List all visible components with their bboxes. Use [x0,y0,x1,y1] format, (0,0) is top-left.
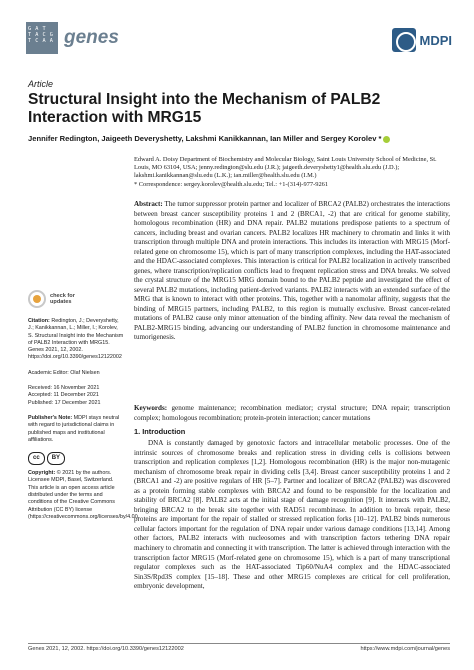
dna-logo-icon [26,22,58,54]
author-list [28,134,458,144]
publisher-logo[interactable] [392,28,453,52]
authors-text: Jennifer Redington, Jaigeeth Deveryshetty, Lakshmi Kanikkannan, Ian Miller and Sergey Korolev * [28,134,382,143]
footer-journal-link[interactable]: https://www.mdpi.com/journal/genes [360,646,450,652]
updates-line: updates [50,299,72,305]
sidebar [28,290,140,521]
updates-line: check for [50,292,75,299]
copyright-text: © 2021 by the authors. Licensee MDPI, Basel, Switzerland. This article is an open access article distributed under the terms and conditions of the Creative Commons Attribution (CC BY) license (https://creativecommons.org/licenses/by/4.0/). [28,470,140,520]
keywords-label: Keywords: [134,404,168,412]
cc-by-license-icon[interactable] [28,452,124,465]
abstract [134,200,450,343]
abstract-label: Abstract: [134,200,163,208]
journal-logo[interactable] [26,22,119,54]
publisher-note-label: Publisher's Note: [28,414,73,421]
published-date: Published: 17 December 2021 [28,399,101,406]
copyright-block [28,470,140,521]
by-icon: BY [47,452,65,465]
keywords-text: genome maintenance; recombination mediator; crystal structure; DNA repair; transcription complex; homologous recombination; protein-protein interaction; cancer mutations [134,404,450,422]
footer-citation[interactable]: Genes 2021, 12, 2002. https://doi.org/10.3390/genes12122002 [28,646,184,652]
logo-line: T A C G [28,32,54,38]
correspondence-line: * Correspondence: sergey.korolev@health.slu.edu; Tel.: +1-(314)-977-9261 [134,180,329,188]
received-date: Received: 16 November 2021 [28,385,100,392]
citation-text: Redington, J.; Deveryshetty, J.; Kanikkannan, L.; Miller, I.; Korolev, S. Structural Insight into the Mechanism of PALB2 Interaction with MRG15. Genes 2021, 12, 2002. https://doi.org/10.3390/genes12122002 [28,318,124,361]
section-heading: 1. Introduction [134,427,186,436]
affiliation-line: Edward A. Doisy Department of Biochemistry and Molecular Biology, Saint Louis University School of Medicine, St. Louis, MO 63104, USA; jenny.redington@slu.edu (J.R.); jaigeeth.deveryshetty1@health.slu.edu (J.D.); lakshmi.kanikkannan@slu.edu (L.K.); ian.miller@health.slu.edu (I.M.) [134,156,437,180]
logo-line: G A T [28,26,47,32]
journal-name: genes [64,27,119,48]
academic-editor: Academic Editor: Olaf Nielsen [28,369,100,376]
page-footer [28,643,450,653]
citation-label: Citation: [28,318,50,324]
body-paragraph: DNA is constantly damaged by genotoxic factors and intracellular metabolic processes. One of the intrinsic sources of chromosome breaks and replication stress in dividing cells is collisions between transcription and replication complexes [1,2]. Homologous recombination (HR) is the major non-mutagenic mechanism of chromosome break repair in dividing cells [3,4]. Breast cancer susceptibility proteins 1 and 2 (BRCA1 and -2) are positive regulars of HR [5–7]. Partner and localizer of BRCA2 (PALB2) was discovered as a protein forming stable complexes with BRCA2 and found to be responsible for the localization and stability of BRCA2 [8]. PALB2 acts at the initial stage of damage recognition [9]. It interacts with PALB2, bringing BRCA2 to the break site together with RAD51 recombinase. In addition to break repair, these proteins are important for the repair of stalled or stressed replication forks [10–12]. PALB2 binds numerous cellular factors important for the regulation of DNA repair under various damage conditions [13,14]. Among other factors, PALB2 interacts with nucleosomes and with transcription factors tethering DNA repair machinery to chromatin and connecting it with transcription. The latter is achieved through interaction with the transcription factor MRG15 (Morf-related gene on chromosome 15), which is a part of many transcriptional regulator complexes such as the HAT-associated Tip60/NuA4 complex and the HDAC-associated Sin3S/Rpd3S complex [15–18]. These and other MRG15 complexes are critical for cell proliferation, embryonic development, [134,439,450,591]
article-title: Structural Insight into the Mechanism of PALB2 Interaction with MRG15 [28,91,381,126]
keywords [134,404,450,423]
article-type: Article [28,79,54,89]
publisher-note-text: MDPI stays neutral with regard to jurisdictional claims in published maps and institutional affiliations. [28,414,120,443]
dates-block [28,385,124,407]
affiliations [134,156,454,189]
abstract-text: The tumor suppressor protein partner and localizer of BRCA2 (PALB2) orchestrates the interactions between breast cancer susceptibility proteins 1 and 2 (BRCA1, -2) that are critical for genome stability, homologous recombination (HR) and DNA repair. PALB2 mutations predispose patients to a spectrum of cancers, including breast and ovarian cancers. PALB2 localizes HR machinery to chromatin and links it with transcription through multiple DNA and protein interactions. This includes its interaction with MRG15 (Morf-related gene on chromosome 15), which is part of many transcription complexes, including the HAT-associated and the HDAC-associated complexes. This interaction is critical for PALB2 localization in actively transcribed genes, where transcription/replication conflicts lead to frequent replication stress and DNA breaks. We solved the crystal structure of the MRG15 MRG domain bound to the PALB2 peptide and investigated the effect of several PALB2 mutations, including patient-derived variants. PALB2 interacts with an extended surface of the MRG that is known to interact with other proteins. This, together with a nanomolar affinity, suggests that the binding of MRG15 partners, including PALB2, to this region is mutually exclusive. Breast cancer-related mutations of PALB2 cause only minor attenuation of the binding affinity. New data reveal the mechanism of PALB2-MRG15 binding, advancing our understanding of PALB2 function in chromosome maintenance and tumorigenesis. [134,200,450,341]
check-updates-icon [28,290,46,308]
publisher-note [28,415,124,444]
copyright-label: Copyright: [28,470,56,477]
accepted-date: Accepted: 11 December 2021 [28,392,99,399]
check-updates-label [50,293,75,305]
orcid-icon[interactable] [383,136,390,143]
check-updates-button[interactable] [28,290,124,308]
mdpi-icon [392,28,416,52]
publisher-name: MDPI [419,32,452,48]
page-header [26,22,452,62]
logo-line: T C A A [28,38,54,44]
cc-icon: cc [28,452,45,465]
citation-block [28,318,124,362]
